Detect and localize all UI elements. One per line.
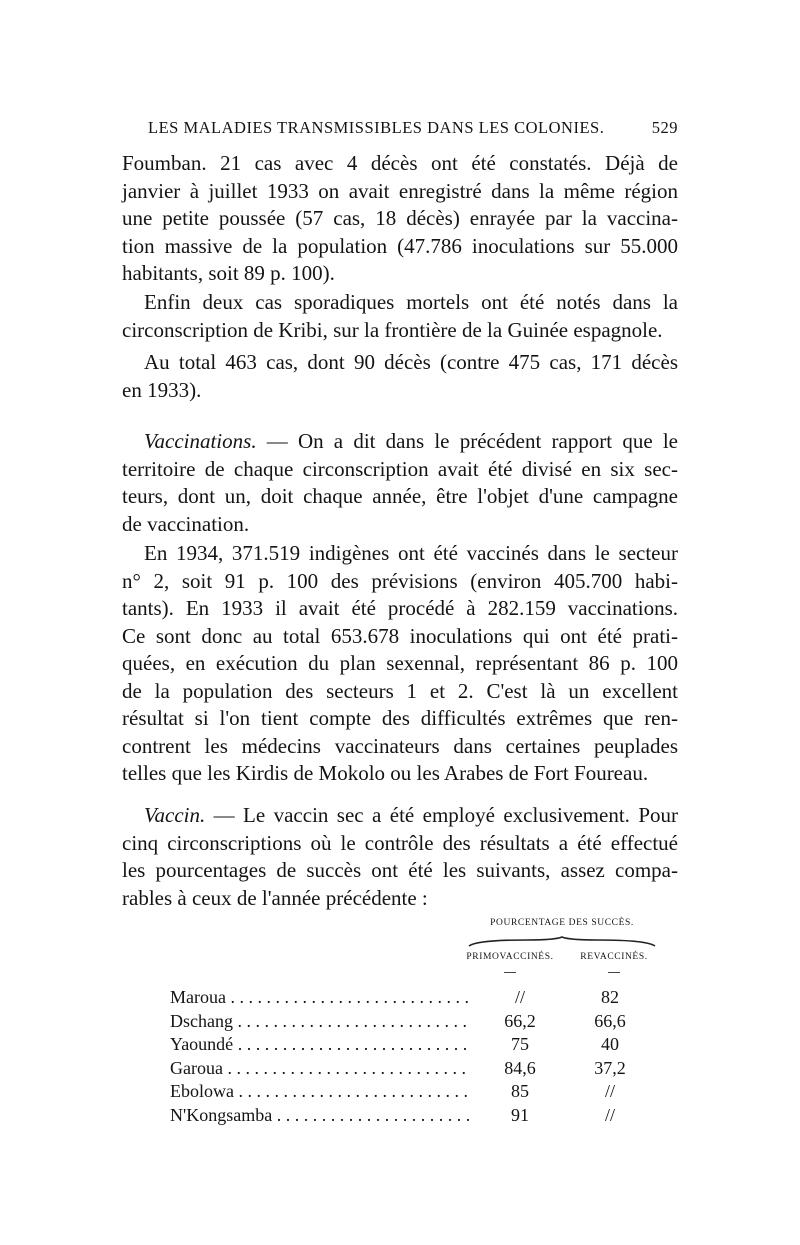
primo-value: 66,2 bbox=[470, 1010, 570, 1034]
text-span: — On a dit dans le précédent rapport que le bbox=[256, 429, 678, 453]
place-name: Maroua . . . bbox=[170, 986, 470, 1010]
text-span: — Le vaccin sec a été employé exclusivement. Pour bbox=[205, 803, 678, 827]
section-heading: Vaccin. bbox=[144, 803, 206, 827]
running-title: LES MALADIES TRANSMISSIBLES DANS LES COLONIES. bbox=[148, 118, 605, 137]
text-line: n° 2, soit 91 p. 100 des prévisions (environ 405.700 habi- bbox=[122, 568, 678, 593]
table-row bbox=[170, 1010, 650, 1034]
text-line: janvier à juillet 1933 on avait enregistré dans la même région bbox=[122, 178, 678, 203]
text-line: cinq circonscriptions où le contrôle des résultats a été effectué bbox=[122, 830, 678, 855]
dash-mark bbox=[566, 966, 662, 976]
text-line: rables à ceux de l'année précédente : bbox=[122, 885, 428, 910]
text-line: Au total 463 cas, dont 90 décès (contre 475 cas, 171 décès bbox=[144, 350, 678, 374]
text-line: telles que les Kirdis de Mokolo ou les Arabes de Fort Foureau. bbox=[122, 761, 649, 785]
text-line: Foumban. 21 cas avec 4 décès ont été constatés. Déjà de bbox=[122, 151, 678, 175]
text-line: en 1933). bbox=[122, 377, 202, 402]
results-table bbox=[170, 986, 650, 1127]
brace-icon bbox=[467, 936, 657, 948]
revac-value: 40 bbox=[570, 1033, 650, 1057]
text-line bbox=[122, 802, 678, 830]
text-line: territoire de chaque circonscription avait été divisé en six sec- bbox=[122, 456, 678, 481]
text-line bbox=[122, 428, 678, 456]
primo-value: // bbox=[470, 986, 570, 1010]
place-name: Dschang . . . bbox=[170, 1010, 470, 1034]
text-line: tion massive de la population (47.786 inoculations sur 55.000 bbox=[122, 233, 678, 258]
text-line: résultat si l'on tient compte des difficultés extrêmes que ren- bbox=[122, 706, 678, 730]
place-name: N'Kongsamba . . . bbox=[170, 1104, 470, 1128]
running-header bbox=[148, 118, 678, 138]
text-line: contrent les médecins vaccinateurs dans certaines peuplades bbox=[122, 733, 678, 758]
text-line: teurs, dont un, doit chaque année, être l'objet d'une campagne bbox=[122, 484, 678, 508]
primo-value: 75 bbox=[470, 1033, 570, 1057]
table-title: POURCENTAGE DES SUCCÈS. bbox=[490, 918, 634, 928]
column-header-primo: PRIMOVACCINÉS. bbox=[466, 952, 554, 962]
text-line: une petite poussée (57 cas, 18 décès) enrayée par la vaccina- bbox=[122, 206, 678, 230]
primo-value: 85 bbox=[470, 1080, 570, 1104]
text-line: les pourcentages de succès ont été les suivants, assez compa- bbox=[122, 858, 678, 882]
table-row bbox=[170, 1080, 650, 1104]
section-heading: Vaccinations. bbox=[144, 429, 257, 453]
primo-value: 84,6 bbox=[470, 1057, 570, 1081]
text-line: circonscription de Kribi, sur la frontière de la Guinée espagnole. bbox=[122, 317, 663, 342]
paragraph-kribi bbox=[122, 289, 678, 344]
table-row bbox=[170, 1104, 650, 1128]
column-dashes bbox=[462, 966, 662, 976]
paragraph-total bbox=[122, 349, 678, 404]
text-line: quées, en exécution du plan sexennal, représentant 86 p. 100 bbox=[122, 651, 678, 675]
column-header-revac: REVACCINÉS. bbox=[580, 952, 648, 962]
table-row bbox=[170, 986, 650, 1010]
place-name: Garoua . . . bbox=[170, 1057, 470, 1081]
paragraph-vaccin bbox=[122, 802, 678, 912]
paragraph-vaccinations bbox=[122, 428, 678, 538]
text-line: tants). En 1933 il avait été procédé à 282.159 vaccinations. bbox=[122, 596, 678, 620]
revac-value: 82 bbox=[570, 986, 650, 1010]
paragraph-results bbox=[122, 540, 678, 788]
table-column-headers bbox=[462, 952, 662, 962]
text-line: Enfin deux cas sporadiques mortels ont été notés dans la bbox=[144, 290, 678, 314]
revac-value: // bbox=[570, 1104, 650, 1128]
text-line: habitants, soit 89 p. 100). bbox=[122, 261, 335, 285]
table-row bbox=[170, 1057, 650, 1081]
revac-value: // bbox=[570, 1080, 650, 1104]
place-name: Yaoundé . . . bbox=[170, 1033, 470, 1057]
text-line: En 1934, 371.519 indigènes ont été vaccinés dans le secteur bbox=[144, 541, 678, 565]
table-header bbox=[462, 918, 662, 976]
place-name: Ebolowa . . . bbox=[170, 1080, 470, 1104]
revac-value: 66,6 bbox=[570, 1010, 650, 1034]
primo-value: 91 bbox=[470, 1104, 570, 1128]
page-number: 529 bbox=[651, 118, 678, 137]
revac-value: 37,2 bbox=[570, 1057, 650, 1081]
text-line: de la population des secteurs 1 et 2. C'est là un excellent bbox=[122, 678, 678, 703]
text-line: de vaccination. bbox=[122, 511, 250, 536]
table-row bbox=[170, 1033, 650, 1057]
text-line: Ce sont donc au total 653.678 inoculations qui ont été prati- bbox=[122, 623, 678, 648]
dash-mark bbox=[462, 966, 558, 976]
paragraph-foumban bbox=[122, 150, 678, 288]
